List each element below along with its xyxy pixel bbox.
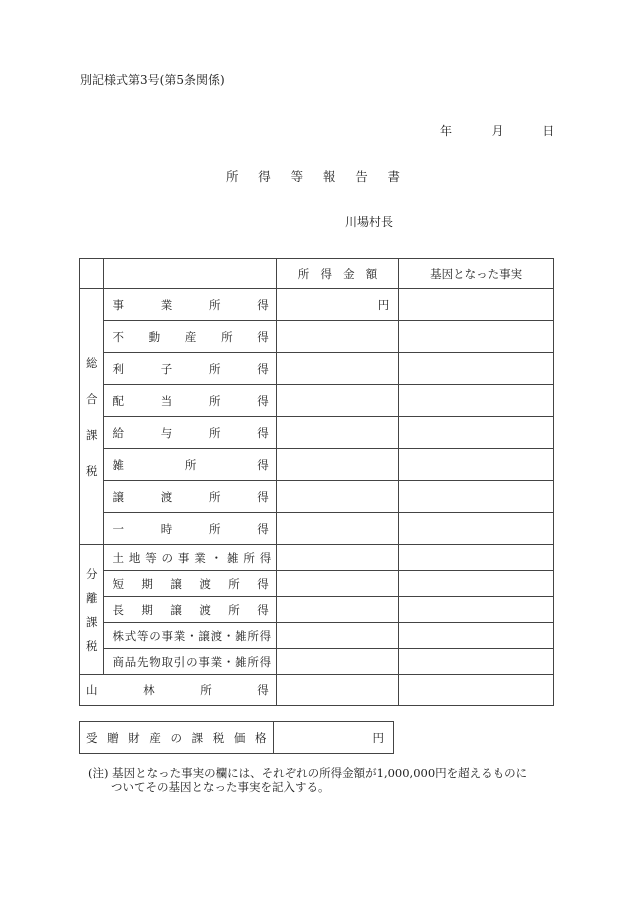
income-item-char: 所 — [209, 393, 221, 408]
income-item-char: 事 — [161, 628, 173, 643]
income-item-label — [104, 289, 276, 321]
income-item-char: 業 — [160, 297, 173, 312]
income-amount-cell[interactable] — [276, 513, 399, 545]
income-item-char: 長 — [112, 602, 124, 617]
sanrin-label-cell — [80, 675, 277, 706]
income-item-char: ・ — [222, 654, 234, 669]
sanrin-char: 林 — [143, 683, 155, 697]
income-item-char: 所 — [228, 576, 240, 591]
income-cause-cell[interactable] — [399, 385, 554, 417]
income-item-char: 配 — [112, 393, 124, 408]
income-cause-cell[interactable] — [399, 623, 554, 649]
income-item-char: 得 — [257, 329, 269, 344]
income-cause-cell[interactable] — [399, 481, 554, 513]
sanrin-cause-cell[interactable] — [399, 675, 554, 706]
document-title — [226, 167, 400, 185]
income-item-char: 業 — [210, 654, 222, 669]
gift-label-char: 贈 — [107, 730, 119, 745]
income-item-char: 物 — [149, 654, 161, 669]
income-cause-cell[interactable] — [399, 449, 554, 481]
header-amount — [276, 259, 399, 289]
income-item-char: 所 — [247, 654, 259, 669]
header-item-cell — [104, 259, 276, 289]
note-line-2: ついてその基因となった事実を記入する。 — [111, 780, 330, 794]
income-item-char: 譲 — [170, 576, 182, 591]
income-amount-cell[interactable] — [276, 417, 399, 449]
income-item-char: 譲 — [170, 602, 182, 617]
income-item-char: 地 — [128, 550, 140, 565]
income-item-label — [104, 385, 276, 417]
table-row — [80, 417, 554, 449]
income-cause-cell[interactable] — [399, 289, 554, 321]
income-item-char: 譲 — [198, 628, 210, 643]
income-item-char: 産 — [184, 329, 197, 344]
gift-label-char: の — [170, 730, 182, 745]
income-item-char: の — [186, 654, 198, 669]
income-item-char: 得 — [257, 393, 269, 408]
income-item-char: 業 — [194, 550, 206, 565]
table-row — [80, 513, 554, 545]
title-char: 等 — [290, 169, 304, 184]
income-item-char: 式 — [124, 628, 136, 643]
table-row — [80, 649, 554, 675]
income-item-char: 得 — [257, 361, 269, 376]
income-item-char: の — [149, 628, 161, 643]
sanrin-amount-cell[interactable] — [276, 675, 399, 706]
income-amount-cell[interactable] — [276, 597, 399, 623]
income-item-label — [104, 481, 276, 513]
table-row — [80, 449, 554, 481]
income-item-char: 得 — [257, 489, 269, 504]
gift-label-char: 課 — [191, 730, 204, 745]
income-amount-cell[interactable] — [276, 321, 399, 353]
income-item-char: 品 — [124, 654, 136, 669]
income-item-char: 等 — [145, 550, 157, 565]
sanrin-char: 山 — [86, 683, 98, 697]
income-item-char: 譲 — [112, 489, 124, 504]
income-item-char: 雑 — [235, 628, 247, 643]
income-item-char: 引 — [173, 654, 185, 669]
income-item-char: 株 — [112, 628, 124, 643]
income-cause-cell[interactable] — [399, 545, 554, 571]
table-row — [80, 385, 554, 417]
income-amount-cell[interactable] — [276, 353, 399, 385]
income-item-char: 動 — [148, 329, 161, 344]
table-row — [80, 571, 554, 597]
income-amount-cell[interactable] — [276, 649, 399, 675]
gift-label-char: 価 — [233, 730, 246, 745]
title-char: 書 — [387, 169, 400, 184]
gift-label-char: 受 — [86, 730, 98, 745]
gift-table — [79, 721, 394, 754]
section-label-char: 総 — [85, 355, 98, 370]
income-item-char: 得 — [257, 457, 269, 472]
date-year-label: 年 — [440, 124, 453, 138]
addressee: 川場村長 — [345, 215, 394, 229]
income-item-char: 所 — [209, 361, 221, 376]
income-item-label — [104, 649, 276, 675]
income-item-char: ・ — [222, 628, 234, 643]
income-item-char: 時 — [160, 521, 173, 536]
sanrin-char: 所 — [200, 683, 212, 697]
gift-label-cell — [80, 722, 274, 754]
section-label-bunri-kazei — [80, 545, 104, 675]
income-item-char: 所 — [209, 521, 221, 536]
income-item-char: 業 — [173, 628, 185, 643]
section-label-sogo-kazei — [80, 289, 104, 545]
income-item-char: 給 — [112, 425, 124, 440]
income-item-char: 商 — [112, 654, 124, 669]
section-label-char: 離 — [85, 590, 98, 605]
income-cause-cell[interactable] — [399, 649, 554, 675]
income-cause-cell[interactable] — [399, 353, 554, 385]
income-item-label — [104, 597, 276, 623]
income-item-label — [104, 321, 276, 353]
gift-label-char: 格 — [255, 730, 267, 745]
table-row — [80, 353, 554, 385]
income-item-char: 利 — [112, 361, 124, 376]
income-item-char: 期 — [141, 602, 153, 617]
income-item-char: 所 — [221, 329, 233, 344]
date-line — [440, 122, 554, 139]
date-month-label: 月 — [491, 124, 504, 138]
income-item-char: 与 — [160, 425, 173, 440]
income-item-char: 渡 — [199, 602, 211, 617]
section-label-char: 合 — [85, 391, 98, 406]
income-item-char: 得 — [259, 628, 271, 643]
income-amount-cell[interactable]: 円 — [276, 289, 399, 321]
income-item-label — [104, 571, 276, 597]
income-item-label — [104, 545, 276, 571]
income-item-char: 得 — [257, 425, 269, 440]
income-item-char: 雑 — [235, 654, 247, 669]
income-item-char: 渡 — [160, 489, 173, 504]
table-row — [80, 481, 554, 513]
income-item-char: 所 — [247, 628, 259, 643]
income-item-label — [104, 623, 276, 649]
income-amount-cell[interactable] — [276, 571, 399, 597]
table-row — [80, 623, 554, 649]
income-item-char: 所 — [209, 489, 221, 504]
gift-label-char: 産 — [149, 730, 161, 745]
income-amount-cell[interactable] — [276, 623, 399, 649]
income-item-char: 事 — [112, 297, 124, 312]
title-char: 所 — [226, 169, 239, 184]
form-label: 別記様式第3号(第5条関係) — [80, 73, 225, 87]
section-label-char: 税 — [85, 463, 98, 478]
income-item-char: 所 — [209, 297, 221, 312]
table-row — [80, 289, 554, 321]
income-item-label — [104, 353, 276, 385]
header-corner-cell — [80, 259, 104, 289]
income-item-char: ・ — [210, 550, 222, 565]
income-item-char: ・ — [186, 628, 198, 643]
gift-label-char: 税 — [212, 730, 225, 745]
income-item-char: 所 — [209, 425, 221, 440]
income-item-char: 不 — [112, 329, 124, 344]
income-cause-cell[interactable] — [399, 513, 554, 545]
income-item-char: 得 — [257, 297, 269, 312]
income-table — [79, 258, 554, 706]
income-cause-cell[interactable] — [399, 321, 554, 353]
header-amount-char: 額 — [365, 266, 378, 281]
income-cause-cell[interactable] — [399, 571, 554, 597]
income-item-char: 所 — [228, 602, 240, 617]
header-amount-char: 得 — [320, 266, 332, 281]
date-day-label: 日 — [542, 124, 555, 138]
income-item-char: 期 — [141, 576, 153, 591]
header-amount-char: 金 — [343, 266, 355, 281]
income-item-char: 得 — [257, 602, 269, 617]
income-item-label — [104, 513, 276, 545]
income-item-char: 渡 — [199, 576, 211, 591]
title-char: 報 — [322, 169, 336, 184]
section-label-char: 分 — [85, 566, 98, 581]
income-amount-cell[interactable] — [276, 545, 399, 571]
income-cause-cell[interactable] — [399, 597, 554, 623]
section-label-char: 課 — [85, 614, 98, 629]
income-item-label — [104, 417, 276, 449]
income-item-char: 先 — [137, 654, 148, 669]
income-item-char: 所 — [184, 457, 197, 472]
table-row — [80, 321, 554, 353]
gift-label-char: 財 — [128, 730, 140, 745]
section-label-char: 税 — [85, 638, 98, 653]
income-item-char: 雑 — [226, 550, 238, 565]
income-item-char: 一 — [112, 521, 124, 536]
income-amount-cell[interactable] — [276, 449, 399, 481]
income-item-char: 事 — [177, 550, 189, 565]
income-item-char: 子 — [160, 361, 173, 376]
income-item-char: 得 — [259, 550, 271, 565]
income-item-char: 土 — [112, 550, 124, 565]
income-item-char: 渡 — [210, 628, 222, 643]
income-item-char: 事 — [198, 654, 210, 669]
title-char: 告 — [355, 169, 368, 184]
income-item-label — [104, 449, 276, 481]
sanrin-char: 得 — [257, 683, 269, 697]
income-item-char: 雑 — [112, 457, 124, 472]
income-item-char: 当 — [160, 393, 173, 408]
income-item-char: 等 — [137, 628, 148, 643]
header-cause: 基因となった事実 — [399, 259, 554, 289]
income-amount-cell[interactable] — [276, 385, 399, 417]
income-item-char: 得 — [257, 576, 269, 591]
note-line-1: (注) 基因となった事実の欄には、それぞれの所得金額が1,000,000円を超えるものに — [88, 766, 528, 780]
title-char: 得 — [258, 169, 271, 184]
income-amount-cell[interactable] — [276, 481, 399, 513]
income-item-char: の — [161, 550, 173, 565]
income-item-char: 取 — [161, 654, 173, 669]
income-item-char: 所 — [243, 550, 255, 565]
table-row — [80, 597, 554, 623]
income-item-char: 短 — [112, 576, 124, 591]
table-row — [80, 545, 554, 571]
income-cause-cell[interactable] — [399, 417, 554, 449]
gift-amount-cell[interactable]: 円 — [273, 722, 393, 754]
income-item-char: 得 — [259, 654, 271, 669]
section-label-char: 課 — [85, 427, 98, 442]
header-amount-char: 所 — [297, 266, 310, 281]
income-item-char: 得 — [257, 521, 269, 536]
